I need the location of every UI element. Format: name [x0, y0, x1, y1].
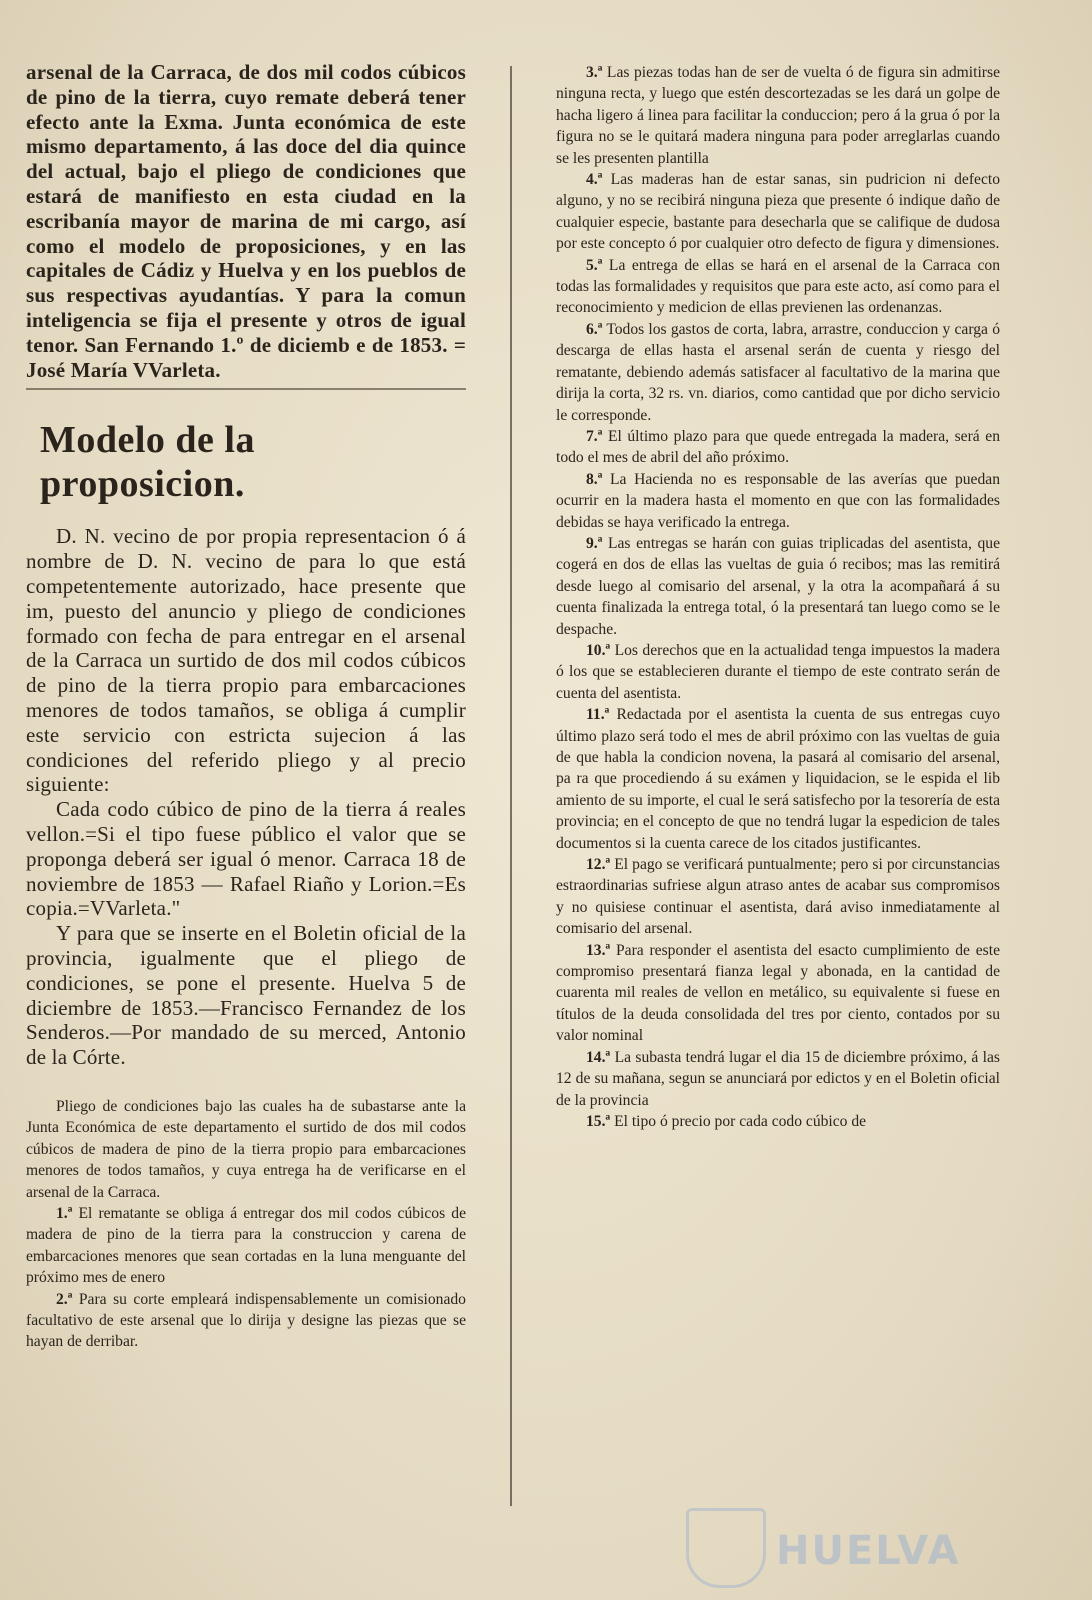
modelo-paragraph: D. N. vecino de por propia representacion ó á nombre de D. N. vecino de para lo que está competentemente autorizado, hace presente que im, puesto del anuncio y pliego de condiciones formado con fecha de para entregar en el arsenal de la Carraca un surtido de dos mil codos cúbicos de pino de la tierra propio para embarcaciones menores de todos tamaños, se obliga á cumplir este servicio con estricta sujecion á las condiciones del referido pliego y al precio siguiente:: [26, 524, 466, 797]
condition-8: [556, 469, 1000, 533]
condition-1: [26, 1203, 466, 1289]
section-divider: [26, 388, 466, 390]
condition-7: [556, 426, 1000, 469]
condition-text: La Hacienda no es responsable de las averías que puedan ocurrir en la madera hasta el momento en que con las formalidades debidas se haya verificado la entrega.: [556, 470, 1000, 531]
condition-3: [556, 62, 1000, 169]
condition-12: [556, 854, 1000, 940]
condition-9: [556, 533, 1000, 640]
condition-6: [556, 319, 1000, 426]
condition-text: El último plazo para que quede entregada la madera, será en todo el mes de abril del año próximo.: [556, 427, 1000, 467]
condition-5: [556, 255, 1000, 319]
pliego-block: [26, 1096, 466, 1353]
condition-number: 1.ª: [56, 1204, 73, 1222]
condition-number: 3.ª: [586, 64, 603, 81]
left-column: [26, 60, 466, 1353]
condition-text: Los derechos que en la actualidad tenga impuestos la madera ó los que se establecieren durante el tiempo de este contrato serán de cuenta del asentista.: [556, 641, 1000, 702]
condition-number: 13.ª: [586, 941, 611, 959]
condition-text: Para responder el asentista del esacto cumplimiento de este compromiso presentará fianza legal y abonada, en la cantidad de cuarenta mil reales de vellon en metálico, su equivalente si fuese en títulos de la deuda consolidada del tres por ciento, contados por su valor nominal: [556, 941, 1000, 1045]
archive-watermark: [680, 1500, 1000, 1590]
condition-number: 6.ª: [586, 320, 603, 338]
condition-text: Las maderas han de estar sanas, sin pudricion ni defecto alguno, y no se recibirá ninguna pieza que presente ó indique daño de cualquier especie, bastante para desecharla que se califique de dudosa por este concepto ó por cualquier otro defecto de figura y dimensiones.: [556, 171, 1001, 253]
condition-4: [556, 169, 1000, 255]
pliego-paragraph: Pliego de condiciones bajo las cuales ha de subastarse ante la Junta Económica de este departamento el surtido de dos mil codos cúbicos de madera de pino de la tierra propio para embarcaciones menores de todos tamaños, y cuya entrega ha de verificarse en el arsenal de la Carraca.: [26, 1097, 466, 1201]
condition-text: El rematante se obliga á entregar dos mil codos cúbicos de madera de pino de la tierra para la construccion y carena de embarcaciones menores que sean cortadas en la luna menguante del próximo mes de enero: [26, 1204, 466, 1287]
condition-number: 10.ª: [586, 641, 611, 659]
section-heading: Modelo de la proposicion.: [40, 419, 255, 506]
condition-14: [556, 1047, 1000, 1111]
condition-number: 12.ª: [586, 856, 611, 874]
condition-number: 15.ª: [586, 1112, 611, 1130]
condition-text: Redactada por el asentista la cuenta de sus entregas cuyo último plazo será todo el mes de abril próximo con las vueltas de guia de que habla la condicion novena, la pasará al comisario del arsenal, pa ra que procediendo á su exámen y liquidacion, se le espida el lib amiento de su importe, el cual le será satisfecho por la tesorería de esta provincia; en el concepto de que no tendrá lugar la espedicion de tales documentos si la cuenta carece de los citados justificantes.: [556, 706, 1000, 852]
condition-2: [26, 1289, 466, 1353]
condition-text: Las piezas todas han de ser de vuelta ó de figura sin admitirse ninguna recta, y luego que estén descortezadas se les dará un golpe de hacha ligero á linea para facilitar la conduccion; pero á la grua ó por la figura no se le quitará madera ninguna para poder arreglarlas cuando se les presenten plantilla: [556, 64, 1000, 167]
condition-number: 9.ª: [586, 534, 603, 552]
condition-number: 4.ª: [586, 171, 603, 189]
condition-number: 7.ª: [586, 427, 603, 445]
condition-number: 11.ª: [586, 706, 610, 724]
condition-number: 8.ª: [586, 470, 603, 488]
right-column: [556, 62, 1000, 1132]
cada-codo-paragraph: Cada codo cúbico de pino de la tierra á reales vellon.=Si el tipo fuese público el valor que se proponga deberá ser igual ó menor. Carraca 18 de noviembre de 1853 — Rafael Riaño y Lorion.=Es copia.=VVarleta.": [26, 797, 466, 921]
condition-number: 14.ª: [586, 1048, 611, 1066]
column-rule: [510, 66, 512, 1506]
condition-11: [556, 704, 1000, 854]
condition-number: 2.ª: [56, 1290, 73, 1308]
watermark-text: HUELVA: [776, 1528, 961, 1574]
huelva-paragraph: Y para que se inserte en el Boletin oficial de la provincia, igualmente que el pliego de condiciones, se pone el presente. Huelva 5 de diciembre de 1853.—Francisco Fernandez de los Senderos.—Por mandado de su merced, Antonio de la Córte.: [26, 921, 466, 1070]
shield-icon: [686, 1508, 766, 1588]
condition-15: [556, 1111, 1000, 1132]
condition-text: La entrega de ellas se hará en el arsenal de la Carraca con todas las formalidades y requisitos que para este acto, así como para el reconocimiento y medicion de ellas previenen las ordenanzas.: [556, 256, 1000, 317]
condition-13: [556, 940, 1000, 1047]
condition-text: Todos los gastos de corta, labra, arrastre, conduccion y carga ó descarga de ellas hasta el arsenal serán de cuenta y riesgo del rematante, debiendo además satisfacer al facultativo de la marina que dirija la corta, 32 rs. vn. diarios, como cantidad que por dicho servicio le corresponde.: [556, 320, 1000, 424]
intro-paragraph: arsenal de la Carraca, de dos mil codos cúbicos de pino de la tierra, cuyo remate deberá tener efecto ante la Exma. Junta económica de este mismo departamento, á las doce del dia quince del actual, bajo el pliego de condiciones que estará de manifiesto en esta ciudad en la escribanía mayor de marina de mi cargo, así como el modelo de proposiciones, y en las capitales de Cádiz y Huelva y en los pueblos de sus respectivas ayudantías. Y para la comun inteligencia se fija el presente y otros de igual tenor. San Fernando 1.º de diciemb e de 1853. = José María VVarleta.: [26, 60, 466, 382]
condition-10: [556, 640, 1000, 704]
condition-text: El tipo ó precio por cada codo cúbico de: [614, 1112, 867, 1130]
condition-text: Para su corte empleará indispensablemente un comisionado facultativo de este arsenal que lo dirija y designe las piezas que se hayan de derribar.: [26, 1290, 466, 1351]
condition-text: Las entregas se harán con guias triplicadas del asentista, que cogerá en dos de ellas las vueltas de guia ó recibos; mas las remitirá desde luego al comisario del arsenal, y la otra la acompañará á su cuenta finalizada la entrega total, ó la presentará tan luego como se le despache.: [556, 534, 1000, 638]
condition-number: 5.ª: [586, 256, 603, 274]
condition-text: La subasta tendrá lugar el dia 15 de diciembre próximo, á las 12 de su mañana, segun se anunciará por edictos y en el Boletin oficial de la provincia: [556, 1048, 1001, 1109]
condition-text: El pago se verificará puntualmente; pero si por circunstancias estraordinarias sufriese algun atraso antes de acabar sus compromisos y no quisiese continuar el asentista, dará aviso inmediatamente al comisario del arsenal.: [556, 856, 1000, 938]
